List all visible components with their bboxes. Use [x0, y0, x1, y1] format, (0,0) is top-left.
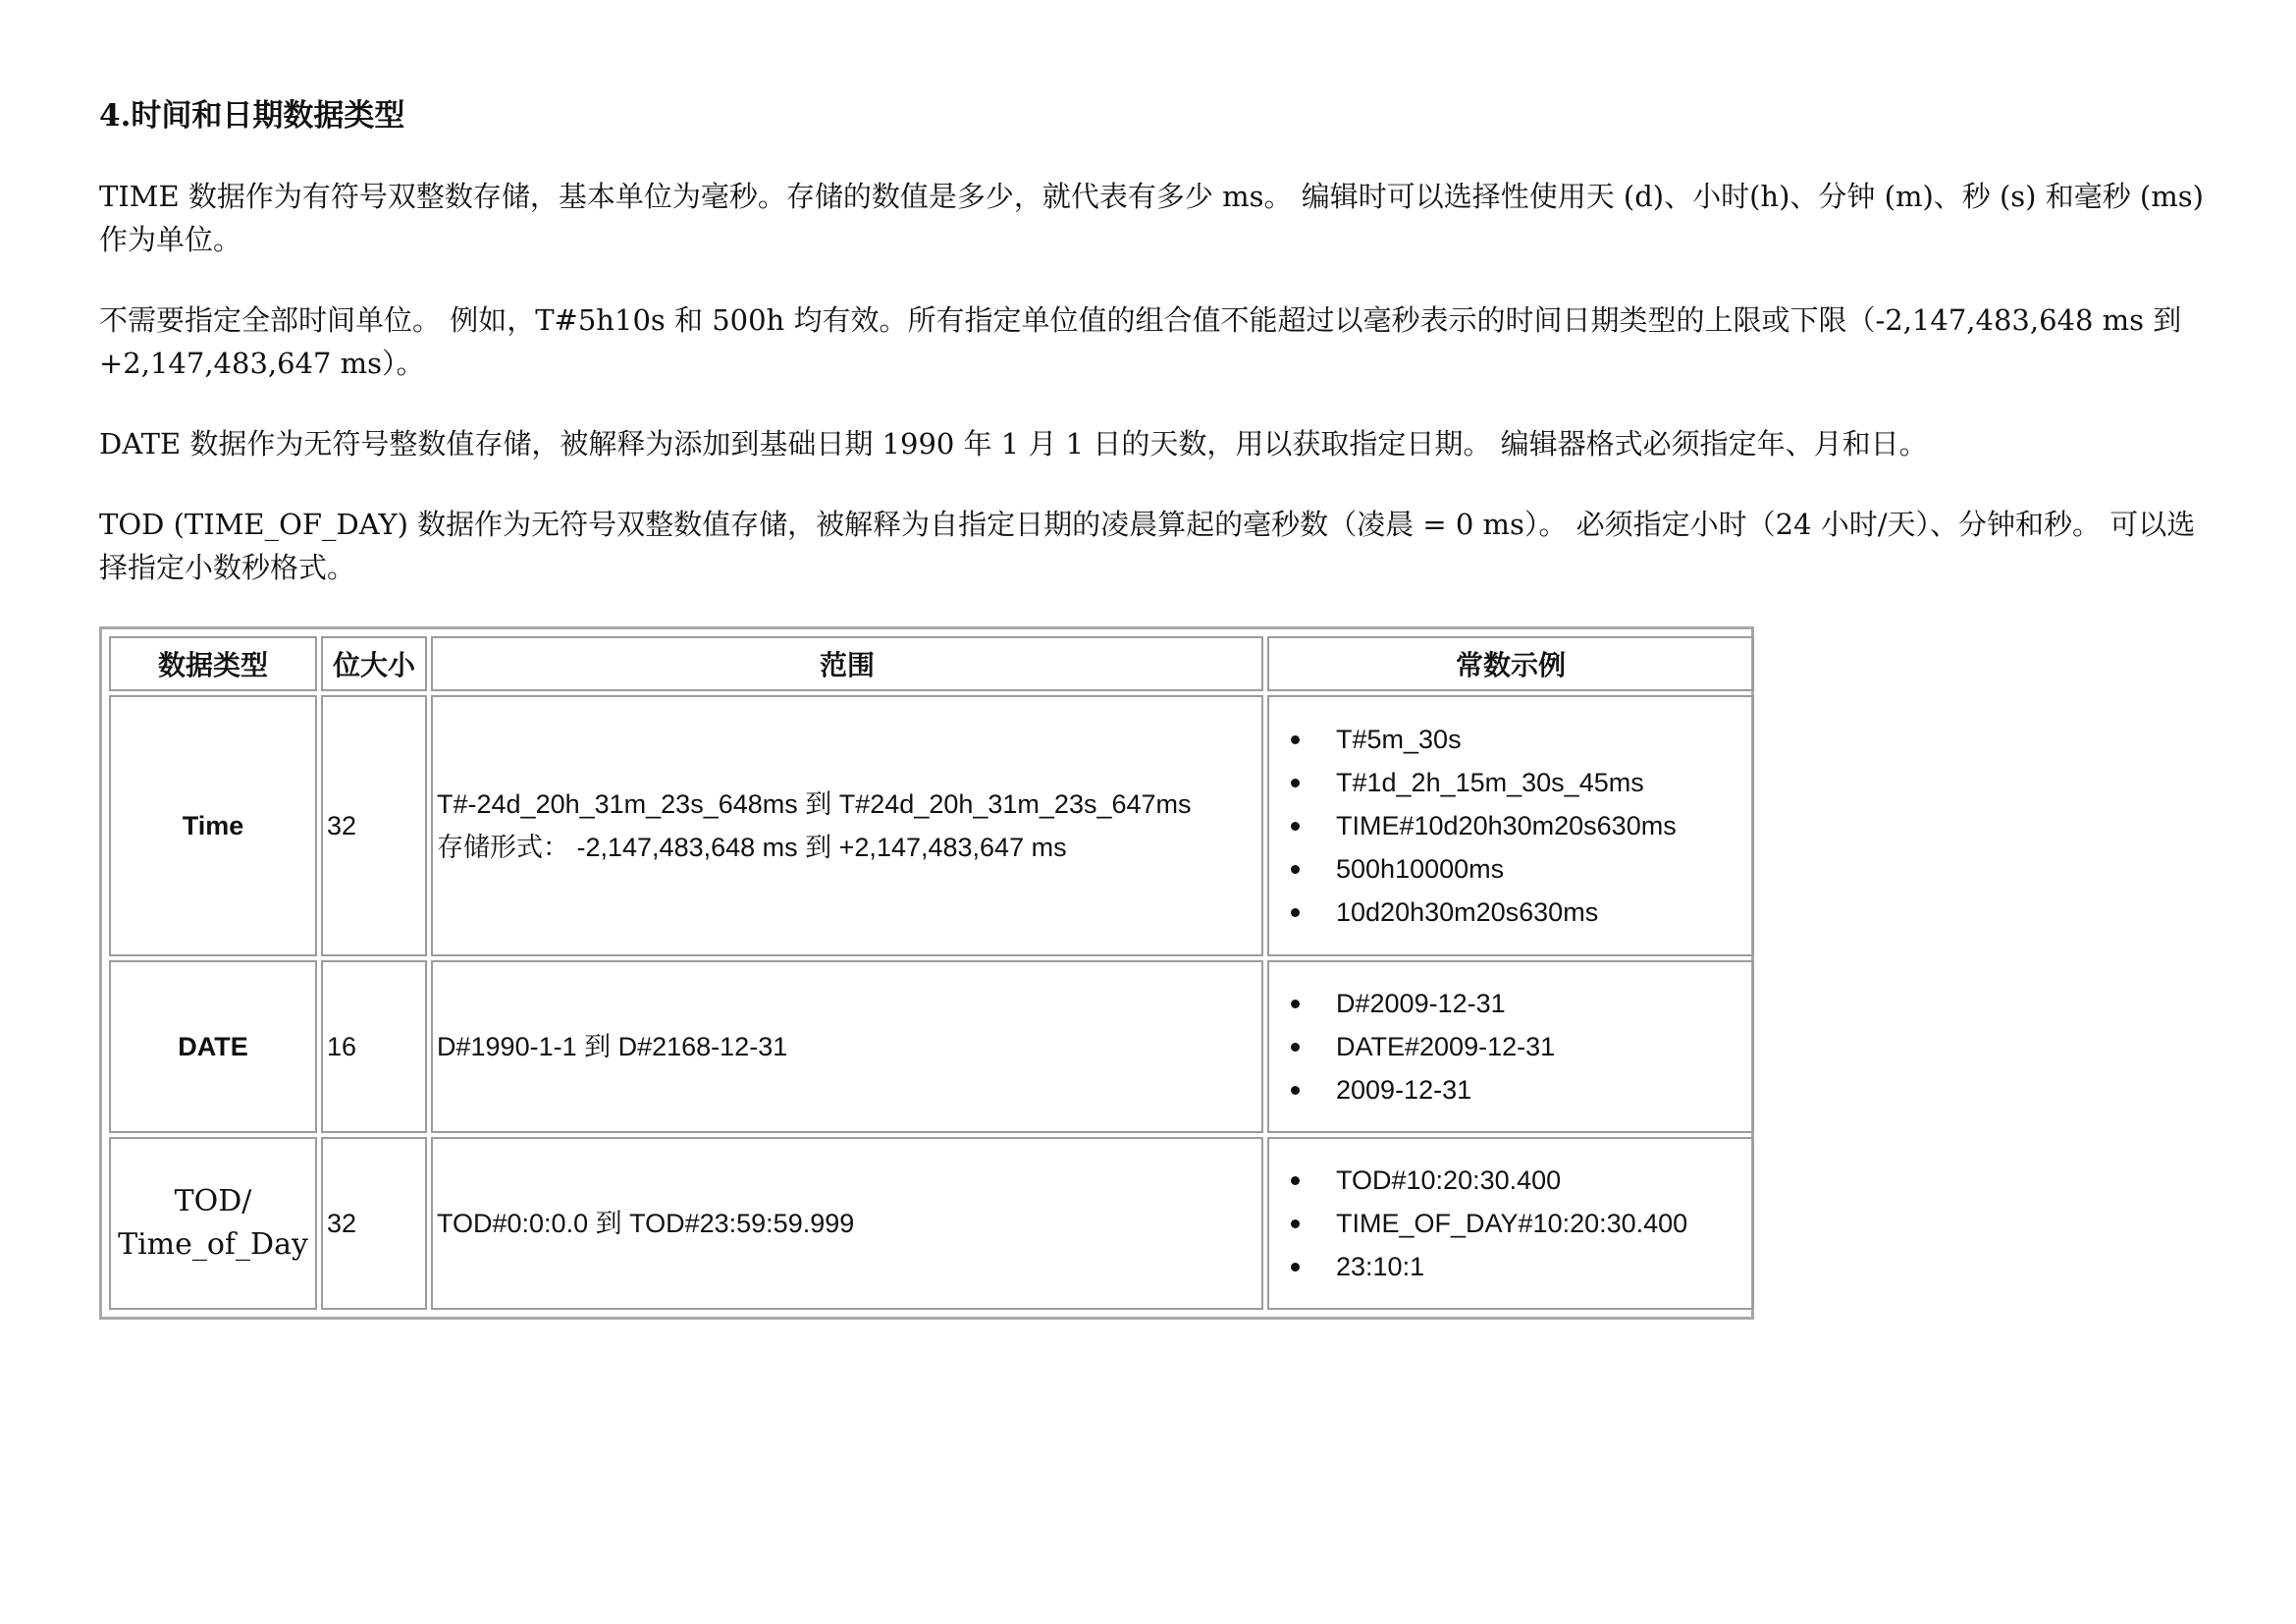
type-tod-line2: Time_of_Day: [118, 1227, 308, 1262]
cell-size-time: 32: [321, 695, 427, 956]
cell-range-time: [431, 695, 1263, 956]
type-tod-line1: TOD/: [174, 1184, 252, 1218]
list-item: 500h10000ms: [1336, 847, 1748, 891]
range-time-line2: 存储形式： -2,147,483,648 ms 到 +2,147,483,647 ms: [437, 833, 1067, 862]
cell-type-tod: [109, 1137, 317, 1310]
list-item: 23:10:1: [1336, 1245, 1748, 1288]
list-item: T#1d_2h_15m_30s_45ms: [1336, 761, 1748, 804]
cell-size-tod: 32: [321, 1137, 427, 1310]
table-row-time: [109, 695, 1754, 956]
cell-type-date: DATE: [109, 960, 317, 1133]
list-item: TIME_OF_DAY#10:20:30.400: [1336, 1202, 1748, 1245]
cell-type-time: Time: [109, 695, 317, 956]
paragraph-date-description: DATE 数据作为无符号整数值存储，被解释为添加到基础日期 1990 年 1 月 1 日的天数，用以获取指定日期。 编辑器格式必须指定年、月和日。: [99, 427, 1928, 460]
list-item: D#2009-12-31: [1336, 982, 1748, 1025]
cell-examples-tod: [1267, 1137, 1754, 1310]
table-row-tod: [109, 1137, 1754, 1310]
data-types-table: [105, 632, 1758, 1314]
table-row-date: [109, 960, 1754, 1133]
list-item: 10d20h30m20s630ms: [1336, 891, 1748, 934]
list-item: TOD#10:20:30.400: [1336, 1159, 1748, 1202]
cell-examples-date: [1267, 960, 1754, 1133]
list-item: TIME#10d20h30m20s630ms: [1336, 804, 1748, 847]
range-date-line1: D#1990-1-1 到 D#2168-12-31: [437, 1032, 788, 1061]
data-types-table-frame: [99, 626, 1754, 1320]
table-header-row: [109, 636, 1754, 691]
examples-list-tod: [1273, 1159, 1748, 1288]
examples-list-time: [1273, 718, 1748, 934]
cell-size-date: 16: [321, 960, 427, 1133]
document-page: [99, 94, 2210, 1320]
paragraph-time-units: 不需要指定全部时间单位。 例如，T#5h10s 和 500h 均有效。所有指定单位值的组合值不能超过以毫秒表示的时间日期类型的上限或下限（-2,147,483,648 ms 到 +2,147,483,647 ms）。: [99, 303, 2182, 380]
cell-range-tod: [431, 1137, 1263, 1310]
list-item: T#5m_30s: [1336, 718, 1748, 761]
cell-range-date: [431, 960, 1263, 1133]
header-constant-examples: 常数示例: [1267, 636, 1754, 691]
header-range: 范围: [431, 636, 1263, 691]
header-data-type: 数据类型: [109, 636, 317, 691]
list-item: 2009-12-31: [1336, 1068, 1748, 1111]
examples-list-date: [1273, 982, 1748, 1111]
range-time-line1: T#-24d_20h_31m_23s_648ms 到 T#24d_20h_31m_23s_647ms: [437, 789, 1192, 819]
paragraph-time-description: TIME 数据作为有符号双整数存储，基本单位为毫秒。存储的数值是多少，就代表有多少 ms。 编辑时可以选择性使用天 (d)、小时(h)、分钟 (m)、秒 (s) 和毫秒 (ms) 作为单位。: [99, 180, 2204, 256]
header-bit-size: 位大小: [321, 636, 427, 691]
paragraph-tod-description: TOD (TIME_OF_DAY) 数据作为无符号双整数值存储，被解释为自指定日期的凌晨算起的毫秒数（凌晨 = 0 ms）。 必须指定小时（24 小时/天）、分钟和秒。 可以选择指定小数秒格式。: [99, 508, 2196, 584]
range-tod-line1: TOD#0:0:0.0 到 TOD#23:59:59.999: [437, 1209, 855, 1238]
cell-examples-time: [1267, 695, 1754, 956]
section-heading: 4.时间和日期数据类型: [99, 98, 405, 134]
list-item: DATE#2009-12-31: [1336, 1025, 1748, 1068]
